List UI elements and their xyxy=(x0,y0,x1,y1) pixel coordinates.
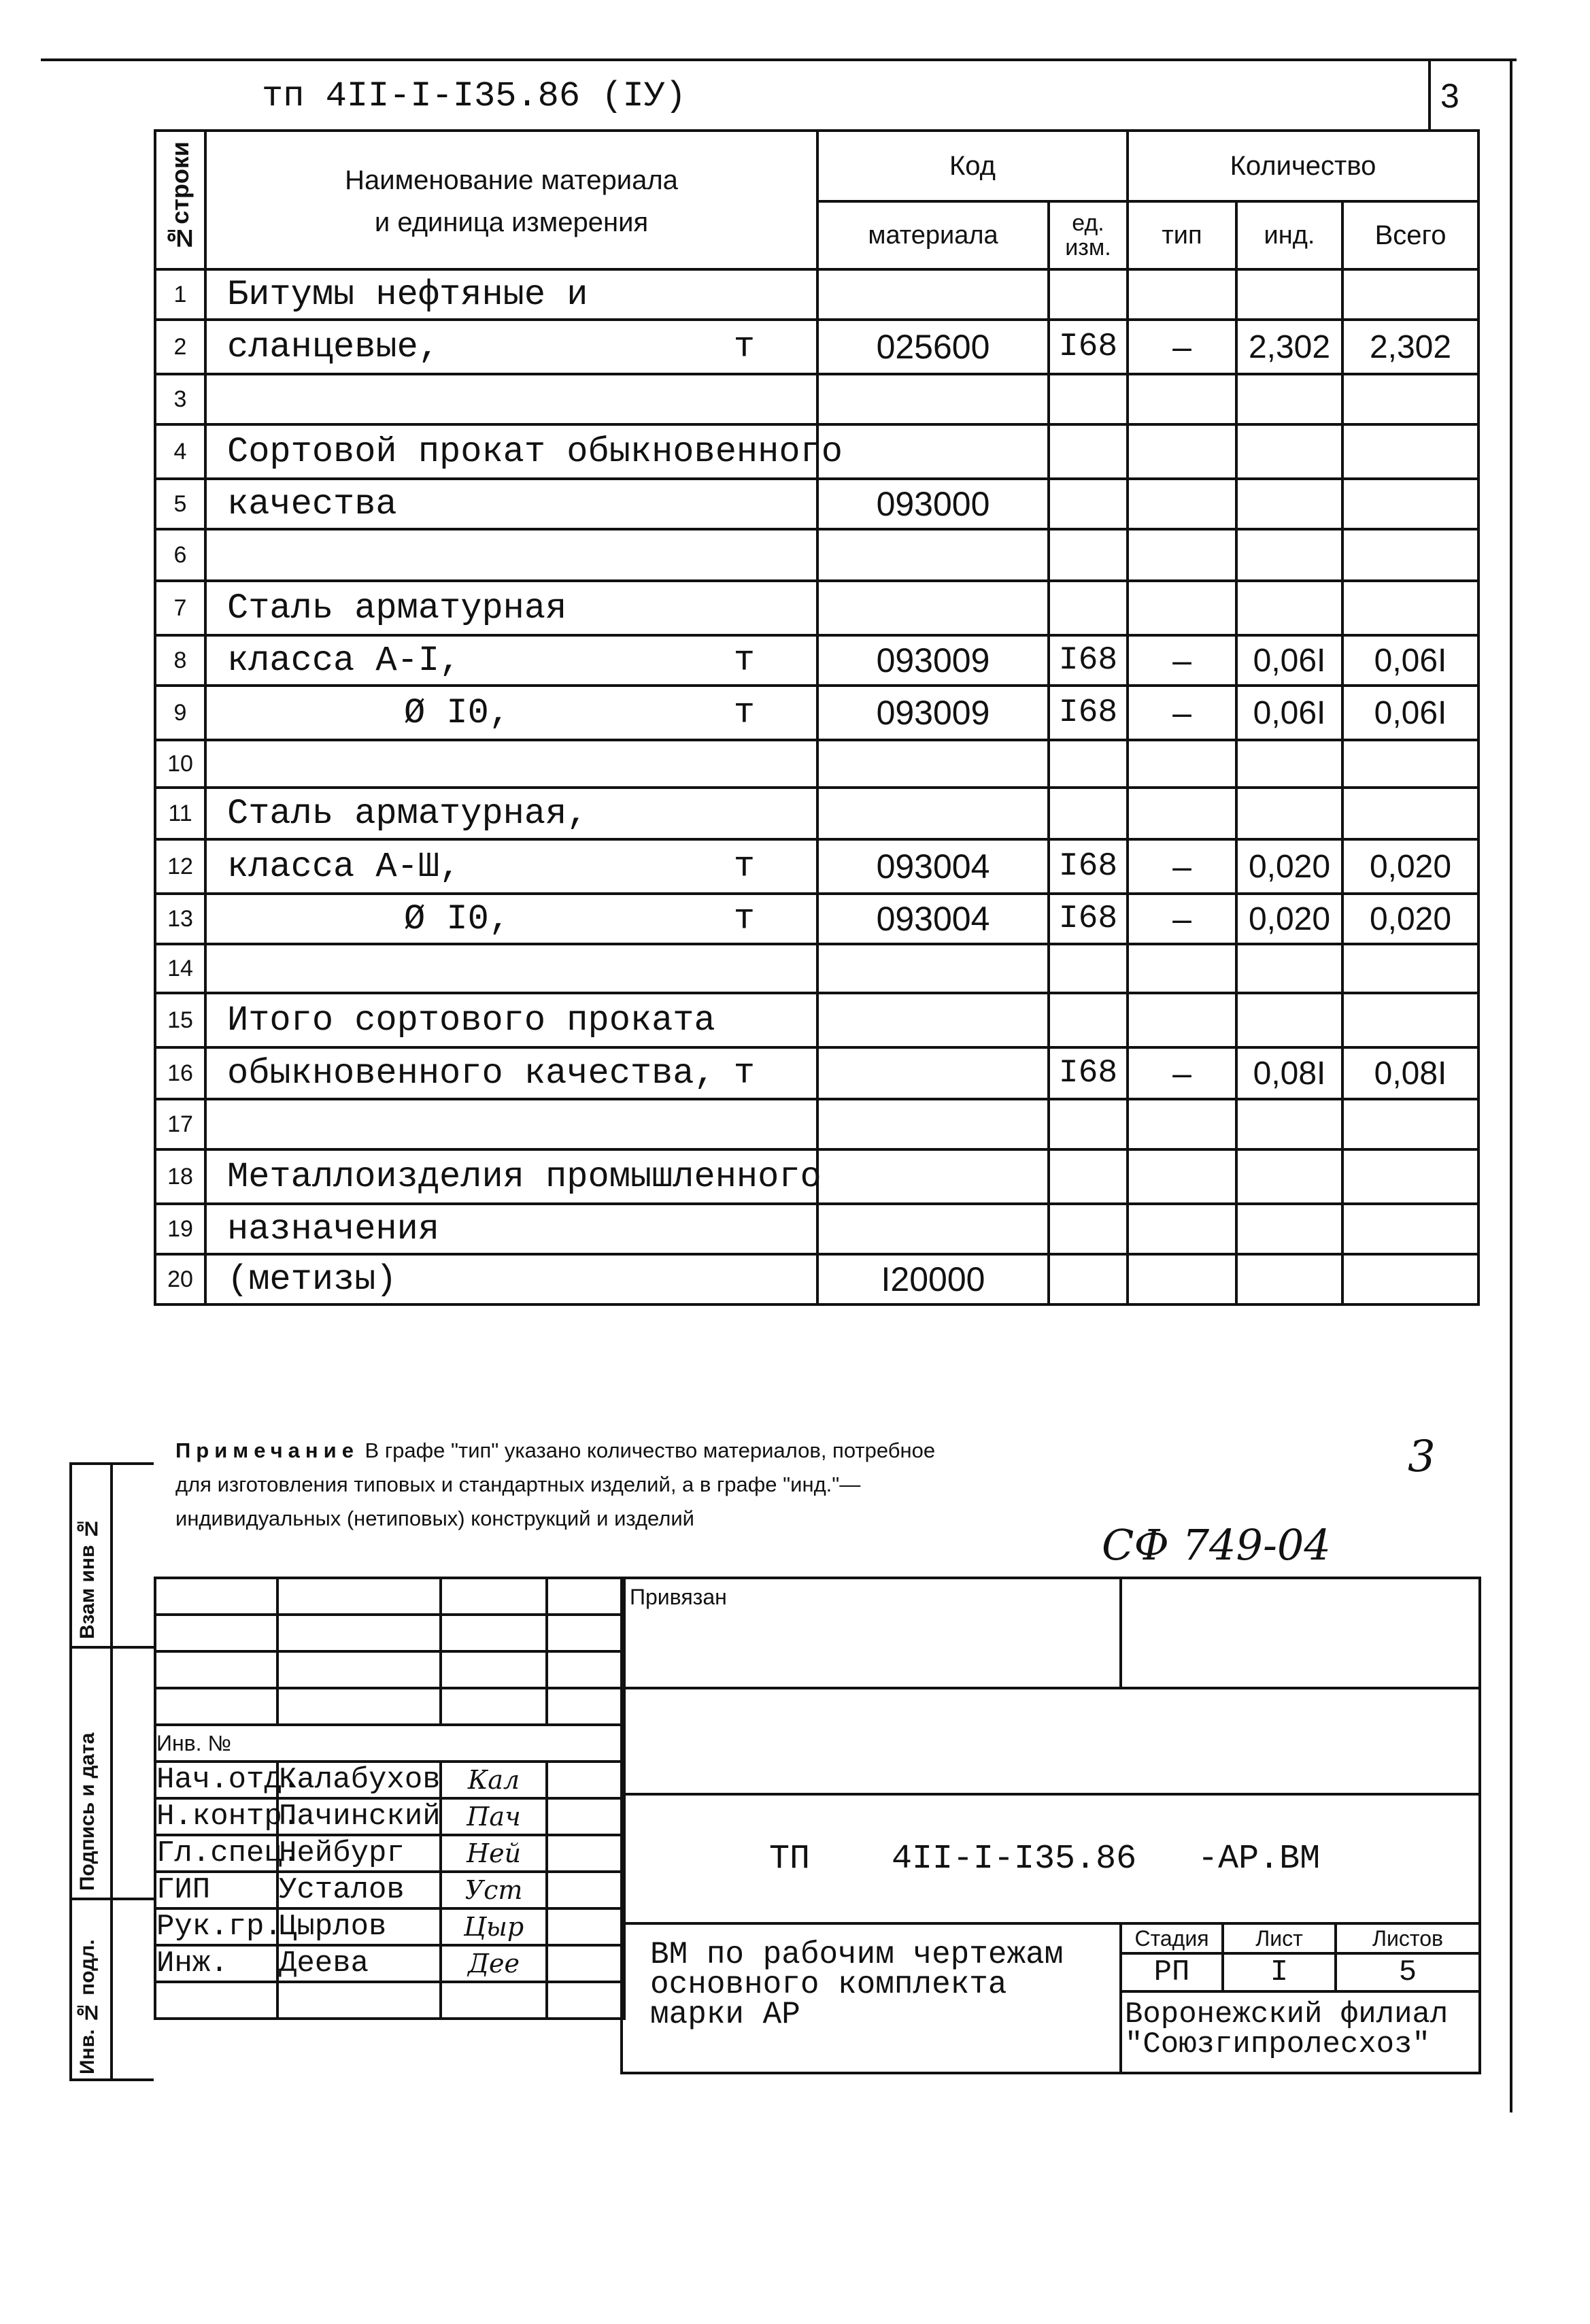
row-qty-ind xyxy=(1236,993,1342,1047)
table-row xyxy=(155,269,1478,320)
row-number: 1 xyxy=(155,269,205,320)
sign-name: Усталов xyxy=(277,1872,441,1908)
row-name xyxy=(205,269,817,320)
sign-role: Инж. xyxy=(155,1945,277,1982)
row-unit: т xyxy=(733,640,755,681)
row-qty-type xyxy=(1128,1099,1236,1149)
sign-role: Нач.отд. xyxy=(156,1763,301,1797)
side-frame-div1 xyxy=(69,1646,154,1649)
row-qty-total xyxy=(1342,788,1478,839)
row-qty-ind xyxy=(1236,581,1342,635)
header-code-unit: ед. изм. xyxy=(1049,201,1128,269)
side-podpis: Подпись и дата xyxy=(76,1732,99,1891)
row-name-text: класса А-I, xyxy=(227,640,461,681)
row-unit-code: I68 xyxy=(1049,635,1128,686)
row-qty-total xyxy=(1342,269,1478,320)
row-name xyxy=(205,529,817,581)
header-qty-total: Всего xyxy=(1342,201,1478,269)
doc-title: ВМ по рабочим чертежам основного комплекта марки АР xyxy=(622,1923,1121,2073)
row-material-code xyxy=(817,269,1049,320)
signature-row xyxy=(155,1835,624,1872)
privyazan-label: Привязан xyxy=(630,1585,727,1609)
row-name-text: класса А-Ш, xyxy=(227,846,461,887)
stage-value: РП xyxy=(1121,1953,1223,1991)
row-name xyxy=(205,424,843,479)
table-row xyxy=(155,320,1478,374)
right-rule xyxy=(1510,58,1512,2112)
sign-date xyxy=(547,1762,624,1798)
row-material-code xyxy=(817,1204,1049,1254)
row-material-code: 093000 xyxy=(817,479,1049,529)
row-qty-total xyxy=(1342,424,1478,479)
side-frame-top xyxy=(69,1462,154,1465)
row-qty-ind xyxy=(1236,1204,1342,1254)
row-qty-ind xyxy=(1236,374,1342,424)
handwritten-doc-mark: СФ 749-04 xyxy=(1102,1520,1331,1570)
row-unit-code xyxy=(1049,479,1128,529)
row-name-text: качества xyxy=(227,484,397,524)
header-code-material: материала xyxy=(817,201,1049,269)
signature-row xyxy=(155,1762,624,1798)
header-qty-type: тип xyxy=(1128,201,1236,269)
row-qty-ind: 0,06I xyxy=(1236,635,1342,686)
signature-row xyxy=(155,1872,624,1908)
table-row xyxy=(155,1204,1478,1254)
row-name xyxy=(205,740,817,788)
table-row xyxy=(155,788,1478,839)
signature: Цыр xyxy=(441,1908,547,1945)
header-row-no: №строки xyxy=(155,131,205,269)
row-name xyxy=(205,1047,817,1099)
row-qty-type: – xyxy=(1128,635,1236,686)
row-material-code xyxy=(817,424,1049,479)
sign-name: Нейбург xyxy=(277,1835,441,1872)
row-name xyxy=(205,1254,817,1304)
row-material-code xyxy=(817,581,1049,635)
sign-role: Рук.гр. xyxy=(156,1910,282,1944)
row-number: 8 xyxy=(155,635,205,686)
row-material-code: 025600 xyxy=(817,320,1049,374)
row-unit: т xyxy=(733,846,755,887)
table-row xyxy=(155,581,1478,635)
row-name-text: обыкновенного качества, xyxy=(227,1053,715,1094)
row-material-code: 093009 xyxy=(817,635,1049,686)
row-unit-code: I68 xyxy=(1049,320,1128,374)
row-number: 10 xyxy=(155,740,205,788)
row-qty-ind xyxy=(1236,944,1342,993)
row-qty-total xyxy=(1342,1204,1478,1254)
sheet-value: I xyxy=(1223,1953,1336,1991)
table-row xyxy=(155,374,1478,424)
row-number: 12 xyxy=(155,839,205,894)
sign-date xyxy=(547,1908,624,1945)
signature-row xyxy=(155,1908,624,1945)
top-rule xyxy=(41,58,1517,61)
row-qty-type xyxy=(1128,993,1236,1047)
row-qty-total: 0,08I xyxy=(1342,1047,1478,1099)
row-number: 15 xyxy=(155,993,205,1047)
signature: Пач xyxy=(441,1798,547,1835)
page-number: 3 xyxy=(1440,77,1459,115)
row-unit-code: I68 xyxy=(1049,686,1128,740)
row-unit: т xyxy=(733,1053,755,1094)
row-qty-ind: 2,302 xyxy=(1236,320,1342,374)
row-qty-type: – xyxy=(1128,839,1236,894)
side-vzam: Взам инв № xyxy=(76,1517,99,1639)
row-material-code xyxy=(817,1047,1049,1099)
row-qty-type xyxy=(1128,1149,1236,1204)
row-unit-code xyxy=(1049,788,1128,839)
row-name-text: Ø I0, xyxy=(404,692,511,733)
signature: Уст xyxy=(441,1872,547,1908)
row-qty-total xyxy=(1342,1099,1478,1149)
row-qty-type: – xyxy=(1128,320,1236,374)
row-number: 7 xyxy=(155,581,205,635)
header-code: Код xyxy=(817,131,1128,201)
row-name xyxy=(205,635,817,686)
row-unit-code: I68 xyxy=(1049,839,1128,894)
row-qty-ind xyxy=(1236,269,1342,320)
table-row xyxy=(155,1254,1478,1304)
row-qty-type: – xyxy=(1128,686,1236,740)
signature: Дее xyxy=(441,1945,547,1982)
sign-role: Н.контр. xyxy=(156,1800,301,1834)
note xyxy=(175,1434,958,1536)
sign-date xyxy=(547,1945,624,1982)
row-qty-ind: 0,020 xyxy=(1236,894,1342,944)
row-qty-ind xyxy=(1236,740,1342,788)
row-qty-type xyxy=(1128,740,1236,788)
row-qty-ind xyxy=(1236,1149,1342,1204)
side-frame-bottom xyxy=(69,2078,154,2081)
row-name xyxy=(205,944,817,993)
row-qty-ind xyxy=(1236,1099,1342,1149)
table-row xyxy=(155,993,1478,1047)
row-unit-code xyxy=(1049,1099,1128,1149)
signature-grid xyxy=(154,1577,626,2020)
title-block xyxy=(620,1577,1481,2074)
row-name xyxy=(205,686,817,740)
row-qty-ind xyxy=(1236,1254,1342,1304)
row-unit-code xyxy=(1049,944,1128,993)
table-row xyxy=(155,894,1478,944)
row-number: 13 xyxy=(155,894,205,944)
row-qty-total xyxy=(1342,1149,1478,1204)
row-material-code xyxy=(817,993,1049,1047)
row-number: 3 xyxy=(155,374,205,424)
sign-name: Пачинский xyxy=(279,1800,441,1834)
materials-table xyxy=(154,129,1480,1306)
row-name xyxy=(205,374,817,424)
row-material-code xyxy=(817,529,1049,581)
stage-label: Стадия xyxy=(1121,1923,1223,1953)
sign-name: Калабухов xyxy=(279,1763,441,1797)
row-qty-type xyxy=(1128,581,1236,635)
table-row xyxy=(155,529,1478,581)
row-name xyxy=(205,1204,817,1254)
row-number: 20 xyxy=(155,1254,205,1304)
row-number: 14 xyxy=(155,944,205,993)
row-qty-total: 0,06I xyxy=(1342,635,1478,686)
table-row xyxy=(155,1099,1478,1149)
header-name: Наименование материала и единица измерения xyxy=(205,131,817,269)
sign-role: ГИП xyxy=(155,1872,277,1908)
row-qty-type xyxy=(1128,1204,1236,1254)
row-name-text: Сталь арматурная xyxy=(227,588,567,628)
row-qty-total xyxy=(1342,944,1478,993)
row-qty-ind: 0,06I xyxy=(1236,686,1342,740)
row-number: 5 xyxy=(155,479,205,529)
row-qty-type xyxy=(1128,479,1236,529)
table-row xyxy=(155,944,1478,993)
row-qty-total: 0,020 xyxy=(1342,839,1478,894)
sign-date xyxy=(547,1835,624,1872)
table-row xyxy=(155,635,1478,686)
row-qty-type xyxy=(1128,269,1236,320)
row-material-code: 093004 xyxy=(817,894,1049,944)
row-number: 11 xyxy=(155,788,205,839)
header-qty: Количество xyxy=(1128,131,1478,201)
row-name xyxy=(205,1099,817,1149)
row-material-code: I20000 xyxy=(817,1254,1049,1304)
side-inv-podl: Инв. № подл. xyxy=(76,1939,99,2074)
row-name-text: Сталь арматурная, xyxy=(227,793,588,834)
row-unit-code xyxy=(1049,424,1128,479)
row-material-code xyxy=(817,944,1049,993)
row-qty-total xyxy=(1342,581,1478,635)
header-qty-ind: инд. xyxy=(1236,201,1342,269)
row-name-text: Итого сортового проката xyxy=(227,1000,715,1041)
signature-row xyxy=(155,1798,624,1835)
sheet-label: Лист xyxy=(1223,1923,1336,1953)
row-qty-ind xyxy=(1236,529,1342,581)
row-qty-type: – xyxy=(1128,894,1236,944)
row-qty-total: 2,302 xyxy=(1342,320,1478,374)
row-material-code xyxy=(817,1099,1049,1149)
row-unit: т xyxy=(733,692,755,733)
signature-row xyxy=(155,1945,624,1982)
row-number: 17 xyxy=(155,1099,205,1149)
row-number: 18 xyxy=(155,1149,205,1204)
row-name xyxy=(205,839,817,894)
row-qty-total xyxy=(1342,993,1478,1047)
table-row xyxy=(155,686,1478,740)
row-name xyxy=(205,479,817,529)
row-unit-code xyxy=(1049,1254,1128,1304)
row-qty-type xyxy=(1128,424,1236,479)
row-unit-code xyxy=(1049,1149,1128,1204)
organization: Воронежский филиал "Союзгипролесхоз" xyxy=(1121,1991,1480,2073)
row-number: 16 xyxy=(155,1047,205,1099)
row-qty-total: 0,06I xyxy=(1342,686,1478,740)
table-row xyxy=(155,424,1478,479)
table-row xyxy=(155,1149,1478,1204)
row-material-code xyxy=(817,374,1049,424)
row-qty-total xyxy=(1342,529,1478,581)
row-qty-total xyxy=(1342,374,1478,424)
row-unit-code xyxy=(1049,581,1128,635)
row-unit-code xyxy=(1049,374,1128,424)
row-qty-ind xyxy=(1236,424,1342,479)
row-name xyxy=(205,894,817,944)
side-frame-left xyxy=(69,1462,72,2080)
privyazan-cell xyxy=(622,1578,1121,1688)
handwritten-page-mark: 3 xyxy=(1408,1432,1436,1482)
table-row xyxy=(155,1047,1478,1099)
row-name-text: Ø I0, xyxy=(404,898,511,939)
sign-date xyxy=(547,1798,624,1835)
row-qty-type xyxy=(1128,1254,1236,1304)
row-number: 6 xyxy=(155,529,205,581)
row-qty-type xyxy=(1128,788,1236,839)
row-qty-total: 0,020 xyxy=(1342,894,1478,944)
row-unit-code: I68 xyxy=(1049,894,1128,944)
row-name xyxy=(205,581,817,635)
row-qty-ind: 0,08I xyxy=(1236,1047,1342,1099)
row-number: 19 xyxy=(155,1204,205,1254)
sign-name: Деева xyxy=(277,1945,441,1982)
row-name-text: Битумы нефтяные и xyxy=(227,274,588,315)
row-qty-type: – xyxy=(1128,1047,1236,1099)
row-qty-total xyxy=(1342,740,1478,788)
row-qty-type xyxy=(1128,374,1236,424)
note-text: В графе "тип" указано количество материалов, потребное для изготовления типовых и стандартных изделий, а в графе "инд."— индивидуальных (нетиповых) конструкций и изделий xyxy=(175,1438,936,1530)
row-unit-code xyxy=(1049,269,1128,320)
row-name-text: Металлоизделия промышленного xyxy=(227,1156,822,1197)
signature: Ней xyxy=(441,1835,547,1872)
table-row xyxy=(155,839,1478,894)
row-material-code xyxy=(817,740,1049,788)
row-number: 9 xyxy=(155,686,205,740)
row-qty-total xyxy=(1342,479,1478,529)
table-row xyxy=(155,740,1478,788)
doc-code-header: тп 4II-I-I35.86 (IУ) xyxy=(262,76,687,116)
row-unit-code xyxy=(1049,1204,1128,1254)
row-unit-code: I68 xyxy=(1049,1047,1128,1099)
row-material-code: 093004 xyxy=(817,839,1049,894)
row-unit: т xyxy=(733,898,755,939)
table-row xyxy=(155,479,1478,529)
row-qty-ind xyxy=(1236,788,1342,839)
row-name xyxy=(205,788,817,839)
row-name-text: (метизы) xyxy=(227,1259,397,1300)
row-qty-total xyxy=(1342,1254,1478,1304)
row-unit: т xyxy=(733,326,755,367)
row-name-text: сланцевые, xyxy=(227,326,440,367)
note-title: Примечание xyxy=(175,1438,359,1462)
row-material-code xyxy=(817,788,1049,839)
sheets-label: Листов xyxy=(1336,1923,1480,1953)
signature: Кал xyxy=(441,1762,547,1798)
row-material-code: 093009 xyxy=(817,686,1049,740)
row-qty-type xyxy=(1128,529,1236,581)
row-number: 4 xyxy=(155,424,205,479)
row-name xyxy=(205,993,817,1047)
row-qty-ind xyxy=(1236,479,1342,529)
row-name xyxy=(205,1149,822,1204)
page-box-divider xyxy=(1428,60,1431,131)
row-name-text: назначения xyxy=(227,1209,440,1249)
row-material-code xyxy=(817,1149,1049,1204)
sign-role: Гл.спец. xyxy=(156,1836,301,1870)
row-qty-type xyxy=(1128,944,1236,993)
row-qty-ind: 0,020 xyxy=(1236,839,1342,894)
inv-no-label: Инв. № xyxy=(155,1725,624,1762)
row-name xyxy=(205,320,817,374)
row-unit-code xyxy=(1049,529,1128,581)
sign-date xyxy=(547,1872,624,1908)
row-unit-code xyxy=(1049,740,1128,788)
designation: ТП 4II-I-I35.86 -АР.ВМ xyxy=(622,1794,1480,1923)
row-number: 2 xyxy=(155,320,205,374)
sheets-value: 5 xyxy=(1336,1953,1480,1991)
side-frame-div2 xyxy=(69,1898,154,1900)
row-unit-code xyxy=(1049,993,1128,1047)
side-frame-right xyxy=(110,1462,113,2080)
row-name-text: Сортовой прокат обыкновенного xyxy=(227,431,843,472)
sign-name: Цырлов xyxy=(277,1908,441,1945)
